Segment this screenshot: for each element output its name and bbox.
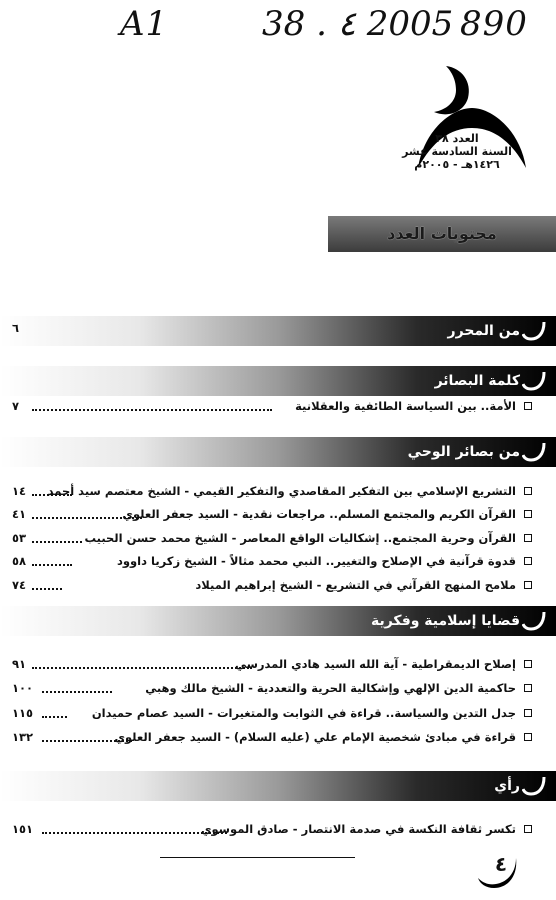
dot-leader	[32, 564, 72, 566]
section-title: رأي	[494, 778, 520, 794]
toc-entry[interactable]	[12, 727, 532, 747]
contents-title: محتويات العدد	[387, 224, 497, 243]
entry-title: القرآن وحرية المجتمع.. إشكاليات الواقع المعاصر - الشيخ محمد حسن الحبيب	[84, 531, 516, 545]
handwritten-note-1: A1	[120, 4, 169, 44]
page-number: ٤١	[12, 507, 27, 521]
entry-title: جدل التدين والسياسة.. قراءة في الثوابت والمتغيرات - السيد عصام حميدان	[91, 706, 516, 720]
bullet-square-icon	[524, 581, 532, 589]
bullet-square-icon	[524, 487, 532, 495]
bullet-square-icon	[524, 709, 532, 717]
editor-page[interactable]	[12, 318, 532, 338]
bullet-square-icon	[524, 733, 532, 741]
page-number: ١٠٠	[12, 681, 34, 695]
footer-rule	[160, 857, 355, 858]
dot-leader	[32, 541, 82, 543]
dot-leader	[42, 740, 132, 742]
toc-entry[interactable]	[12, 575, 532, 595]
toc-entry[interactable]	[12, 678, 532, 698]
section-bar-revelation	[0, 437, 556, 467]
issue-number: العدد ٣٨	[435, 132, 479, 145]
folio-number: ٤	[494, 852, 508, 876]
page-number: ١١٥	[12, 706, 34, 720]
entry-title: تكسر ثقافة النكسة في صدمة الانتصار - صادق الموسوي	[200, 822, 516, 836]
crescent-hook-icon	[522, 610, 548, 632]
dot-leader	[32, 409, 272, 411]
toc-entry[interactable]	[12, 528, 532, 548]
crescent-hook-icon	[522, 775, 548, 797]
section-bar-islamic-issues	[0, 606, 556, 636]
bullet-square-icon	[524, 825, 532, 833]
toc-entry[interactable]	[12, 504, 532, 524]
handwritten-note-3: 890	[460, 4, 528, 44]
entry-title: ملامح المنهج القرآني في التشريع - الشيخ إبراهيم الميلاد	[195, 578, 516, 592]
page-number: ٩١	[12, 657, 27, 671]
entry-title: قراءة في مبادئ شخصية الإمام علي (عليه السلام) - السيد جعفر العلوي	[114, 730, 516, 744]
section-bar-basair-word	[0, 366, 556, 396]
bullet-square-icon	[524, 557, 532, 565]
page-number: ٥٨	[12, 554, 27, 568]
crescent-hook-icon	[522, 441, 548, 463]
toc-entry[interactable]	[12, 819, 532, 839]
bullet-square-icon	[524, 534, 532, 542]
entry-title: التشريع الإسلامي بين التفكير المقاصدي والتفكير القيمي - الشيخ معتصم سيد أحمد	[47, 484, 516, 498]
issue-year: السنة السادسة عشر	[402, 145, 512, 158]
toc-entry[interactable]	[12, 481, 532, 501]
bullet-square-icon	[524, 402, 532, 410]
toc-entry[interactable]	[12, 551, 532, 571]
entry-title: إصلاح الديمقراطية - آية الله السيد هادي المدرسي	[234, 657, 516, 671]
page-number: ٧٤	[12, 578, 27, 592]
toc-entry[interactable]	[12, 654, 532, 674]
entry-title: القرآن الكريم والمجتمع المسلم.. مراجعات نقدية - السيد جعفر العلوي	[122, 507, 516, 521]
dot-leader	[42, 691, 112, 693]
crescent-hook-icon	[522, 370, 548, 392]
dot-leader	[42, 716, 67, 718]
page-number: ٥٣	[12, 531, 27, 545]
page-number: ١٣٢	[12, 730, 34, 744]
dot-leader	[32, 517, 142, 519]
page-number: ٦	[12, 321, 20, 335]
toc-entry[interactable]	[12, 396, 532, 416]
bullet-square-icon	[524, 660, 532, 668]
section-bar-opinion	[0, 771, 556, 801]
crescent-logo	[412, 58, 532, 198]
dot-leader	[42, 832, 227, 834]
entry-title: الأمة.. بين السياسة الطائفية والعقلانية	[295, 399, 516, 413]
page-number: ١٤	[12, 484, 27, 498]
bullet-square-icon	[524, 510, 532, 518]
dot-leader	[32, 667, 252, 669]
section-title: كلمة البصائر	[434, 373, 520, 389]
bullet-square-icon	[524, 684, 532, 692]
entry-title: قدوة قرآنية في الإصلاح والتغيير.. النبي محمد مثالاً - الشيخ زكريا داوود	[116, 554, 516, 568]
issue-date: ١٤٢٦هـ - ٢٠٠٥م	[414, 158, 500, 171]
dot-leader	[32, 588, 62, 590]
section-title: من بصائر الوحي	[407, 444, 520, 460]
dot-leader	[32, 494, 72, 496]
contents-banner	[328, 216, 556, 252]
handwritten-note-2: 38 . ٤ 2005	[262, 4, 454, 44]
page-number: ٧	[12, 399, 20, 413]
section-title: من المحرر	[447, 323, 520, 339]
page-number: ١٥١	[12, 822, 34, 836]
section-title: قضايا إسلامية وفكرية	[370, 613, 520, 629]
entry-title: حاكمية الدين الإلهي وإشكالية الحرية والتعددية - الشيخ مالك وهبي	[145, 681, 516, 695]
toc-entry[interactable]	[12, 703, 532, 723]
